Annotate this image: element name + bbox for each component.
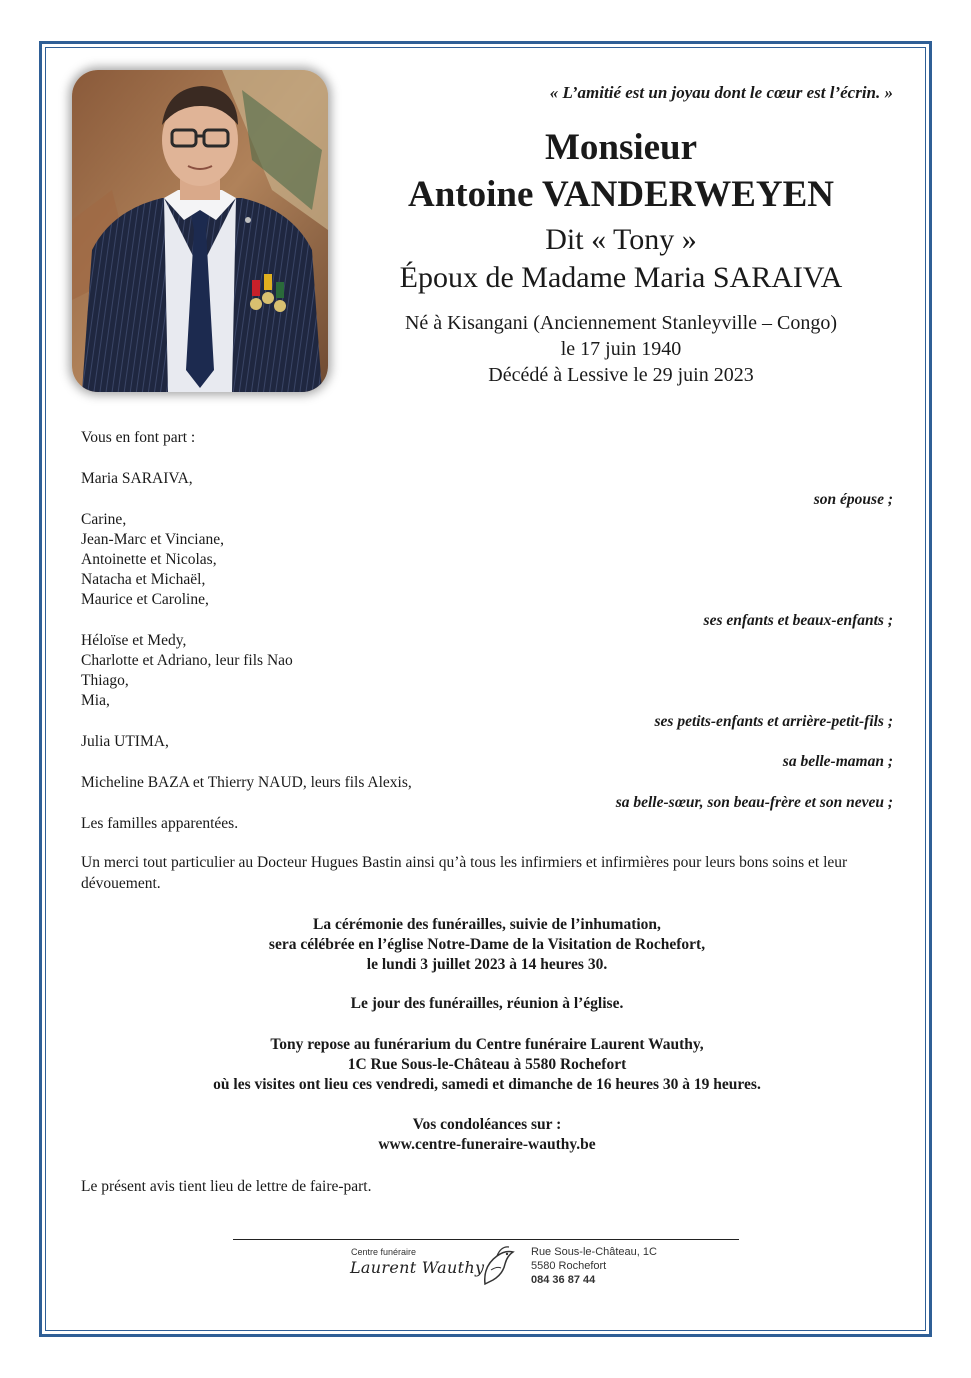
deceased-name: Antoine VANDERWEYEN	[408, 174, 834, 215]
ceremony-line: La cérémonie des funérailles, suivie de l’inhumation,	[313, 916, 661, 933]
family-name: Natacha et Michaël,	[81, 571, 206, 588]
address-city: 5580 Rochefort	[531, 1260, 607, 1272]
epigraph-quote: « L’amitié est un joyau dont le cœur est l’écrin. »	[549, 83, 893, 102]
announce-intro: Vous en font part :	[81, 429, 196, 446]
family-name: Thiago,	[81, 672, 129, 689]
portrait-photo	[72, 70, 328, 392]
thanks-paragraph: Un merci tout particulier au Docteur Hugues Bastin ainsi qu’à tous les infirmiers et infirmières pour leurs bons soins et leur dévouement.	[81, 854, 848, 892]
logo-caption: Centre funéraire	[351, 1247, 417, 1257]
funeral-home-address	[531, 1245, 657, 1287]
family-name: Maurice et Caroline,	[81, 591, 209, 608]
family-name: Julia UTIMA,	[81, 733, 169, 750]
life-dates	[340, 310, 902, 388]
visitation-line: où les visites ont lieu ces vendredi, samedi et dimanche de 16 heures 30 à 19 heures.	[213, 1076, 761, 1093]
address-street: Rue Sous-le-Château, 1C	[531, 1246, 657, 1258]
death-line: Décédé à Lessive le 29 juin 2023	[488, 364, 754, 386]
closing-note: Le présent avis tient lieu de lettre de faire-part.	[81, 1178, 372, 1195]
condolences-label: Vos condoléances sur :	[412, 1116, 562, 1133]
condolences-link[interactable]: www.centre-funeraire-wauthy.be	[378, 1136, 596, 1153]
logo-wordmark: Laurent Wauthy	[350, 1258, 485, 1277]
family-name: Carine,	[81, 511, 127, 528]
visitation-line: 1C Rue Sous-le-Château à 5580 Rochefort	[347, 1056, 627, 1073]
nickname: Dit « Tony »	[545, 223, 697, 256]
phone-number: 084 36 87 44	[531, 1274, 596, 1286]
ceremony-block	[81, 915, 893, 975]
visitation-block	[81, 1035, 893, 1095]
honorific: Monsieur	[544, 127, 698, 168]
family-name: Héloïse et Medy,	[81, 632, 187, 649]
family-name: Jean-Marc et Vinciane,	[81, 531, 224, 548]
family-role: ses petits-enfants et arrière-petit-fils ;	[654, 713, 893, 730]
family-role: sa belle-maman ;	[782, 753, 893, 770]
spouse-line: Époux de Madame Maria SARAIVA	[399, 261, 843, 294]
condolences-block	[81, 1115, 893, 1155]
funeral-home-logo	[345, 1244, 665, 1290]
family-name: Mia,	[81, 692, 110, 709]
birth-date: le 17 juin 1940	[560, 338, 682, 360]
family-role: son épouse ;	[813, 491, 893, 508]
bird-icon	[479, 1244, 519, 1288]
family-name: Antoinette et Nicolas,	[81, 551, 217, 568]
ceremony-line: sera célébrée en l’église Notre-Dame de la Visitation de Rochefort,	[268, 936, 706, 953]
extended-families: Les familles apparentées.	[81, 815, 239, 832]
visitation-line: Tony repose au funérarium du Centre funéraire Laurent Wauthy,	[270, 1036, 704, 1053]
family-role: sa belle-sœur, son beau-frère et son neveu ;	[615, 794, 893, 811]
birth-place: Né à Kisangani (Anciennement Stanleyville – Congo)	[404, 312, 838, 334]
footer-divider	[233, 1239, 739, 1240]
family-role: ses enfants et beaux-enfants ;	[703, 612, 893, 629]
family-name: Charlotte et Adriano, leur fils Nao	[81, 652, 293, 669]
family-name: Micheline BAZA et Thierry NAUD, leurs fils Alexis,	[81, 774, 412, 791]
ceremony-line: le lundi 3 juillet 2023 à 14 heures 30.	[366, 956, 608, 973]
family-name: Maria SARAIVA,	[81, 470, 193, 487]
meeting-line: Le jour des funérailles, réunion à l’église.	[350, 995, 624, 1012]
